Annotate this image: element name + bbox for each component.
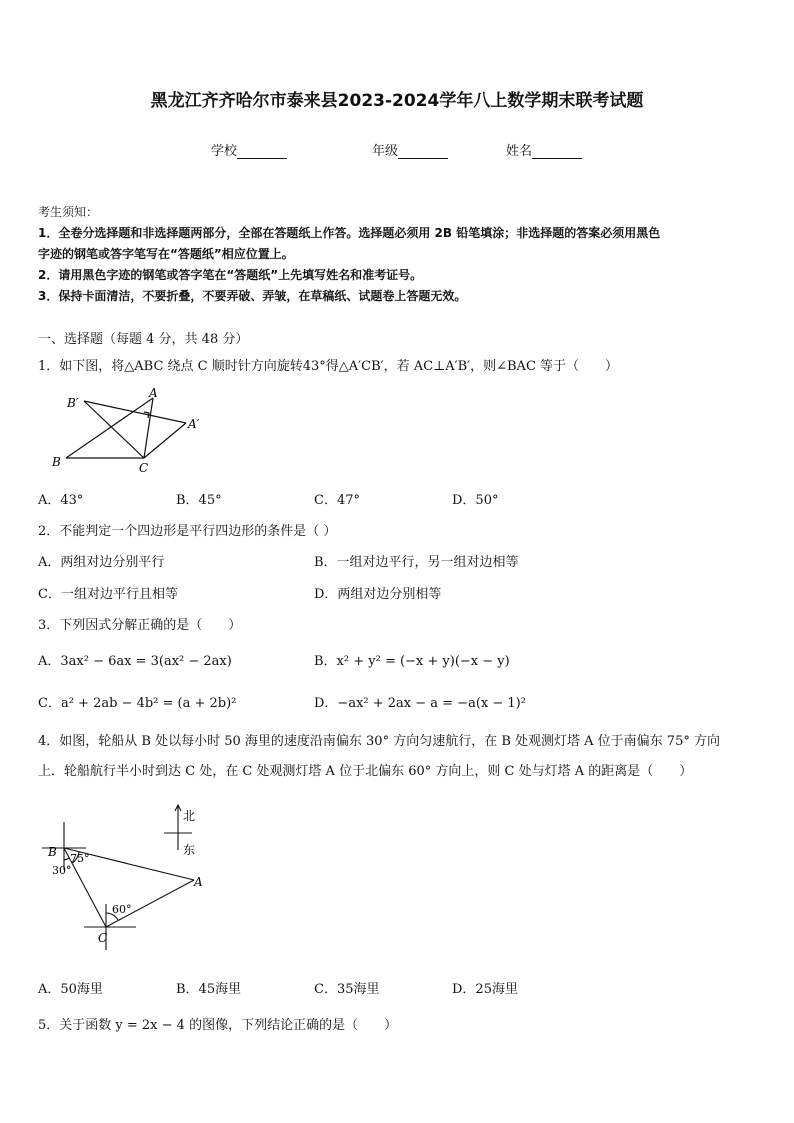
q2-stem: 2．不能判定一个四边形是平行四边形的条件是（ ） [38,524,337,539]
q2-option-b[interactable]: B．一组对边平行，另一组对边相等 [314,555,519,570]
q1-option-c[interactable]: C．47° [314,493,360,508]
q2-option-d[interactable]: D．两组对边分别相等 [314,587,442,602]
q4-stem-line1: 4．如图，轮船从 B 处以每小时 50 海里的速度沿南偏东 30° 方向匀速航行，在 B 处观测灯塔 A 位于南偏东 75° 方向 [38,734,720,749]
q3-option-b[interactable]: B．x² + y² = (−x + y)(−x − y) [314,654,510,669]
grade-label: 年级 [372,144,399,159]
q3-stem: 3．下列因式分解正确的是（ ） [38,618,242,633]
notice-item: 字迹的钢笔或答字笔写在“答题纸”相应位置上。 [38,247,294,261]
notice-item: 2．请用黑色字迹的钢笔或答字笔在“答题纸”上先填写姓名和准考证号。 [38,268,423,282]
school-field [211,140,287,159]
q4-option-d[interactable]: D．25海里 [452,982,518,997]
q4-label-c: C [98,931,108,945]
q1-label-b: B [52,455,61,469]
name-field [506,140,582,159]
name-label: 姓名 [506,144,533,159]
q1-label-a: A [149,386,158,400]
q3-option-a[interactable]: A．3ax² − 6ax = 3(ax² − 2ax) [38,654,232,669]
notice-item: 3．保持卡面清洁，不要折叠，不要弄破、弄皱，在草稿纸、试题卷上答题无效。 [38,289,467,303]
q4-label-angle60: 60° [112,903,132,916]
grade-field [372,140,448,159]
q4-label-a: A [194,875,203,889]
q4-label-east: 东 [183,843,196,857]
q3-option-c[interactable]: C．a² + 2ab − 4b² = (a + 2b)² [38,696,237,711]
q1-label-b-prime: B′ [67,396,79,410]
name-blank [532,145,582,159]
notice-heading: 考生须知： [38,205,99,219]
q4-option-a[interactable]: A．50海里 [38,982,103,997]
q4-option-b[interactable]: B．45海里 [176,982,242,997]
page-title: 黑龙江齐齐哈尔市泰来县2023-2024学年八上数学期末联考试题 [150,91,644,111]
q1-option-a[interactable]: A．43° [38,493,84,508]
q4-stem-line2: 上．轮船航行半小时到达 C 处，在 C 处观测灯塔 A 位于北偏东 60° 方向上，则 C 处与灯塔 A 的距离是（ ） [38,764,693,779]
q1-label-c: C [139,461,149,475]
q4-label-angle30: 30° [52,864,72,877]
q5-stem: 5．关于函数 y = 2x − 4 的图像，下列结论正确的是（ ） [38,1018,398,1033]
q2-option-c[interactable]: C．一组对边平行且相等 [38,587,178,602]
q3-option-d[interactable]: D．−ax² + 2ax − a = −a(x − 1)² [314,696,526,711]
grade-blank [398,145,448,159]
q4-diagram [36,800,216,950]
q4-label-b: B [48,845,57,859]
q4-label-angle75: 75° [70,852,90,865]
q4-label-north: 北 [183,809,196,823]
school-label: 学校 [211,144,238,159]
q1-option-d[interactable]: D．50° [452,493,499,508]
school-blank [237,145,287,159]
notice-item: 1．全卷分选择题和非选择题两部分，全部在答题纸上作答。选择题必须用 2B 铅笔填涂；非选择题的答案必须用黑色 [38,226,661,240]
q1-label-a-prime: A′ [188,417,200,431]
q1-option-b[interactable]: B．45° [176,493,222,508]
q1-stem: 1．如下图，将△ABC 绕点 C 顺时针方向旋转43°得△A′CB′，若 AC⊥A′B′，则∠BAC 等于（ ） [38,359,619,374]
q4-option-c[interactable]: C．35海里 [314,982,380,997]
section-heading: 一、选择题（每题 4 分，共 48 分） [38,332,249,347]
q2-option-a[interactable]: A．两组对边分别平行 [38,555,165,570]
q1-diagram [48,386,218,478]
